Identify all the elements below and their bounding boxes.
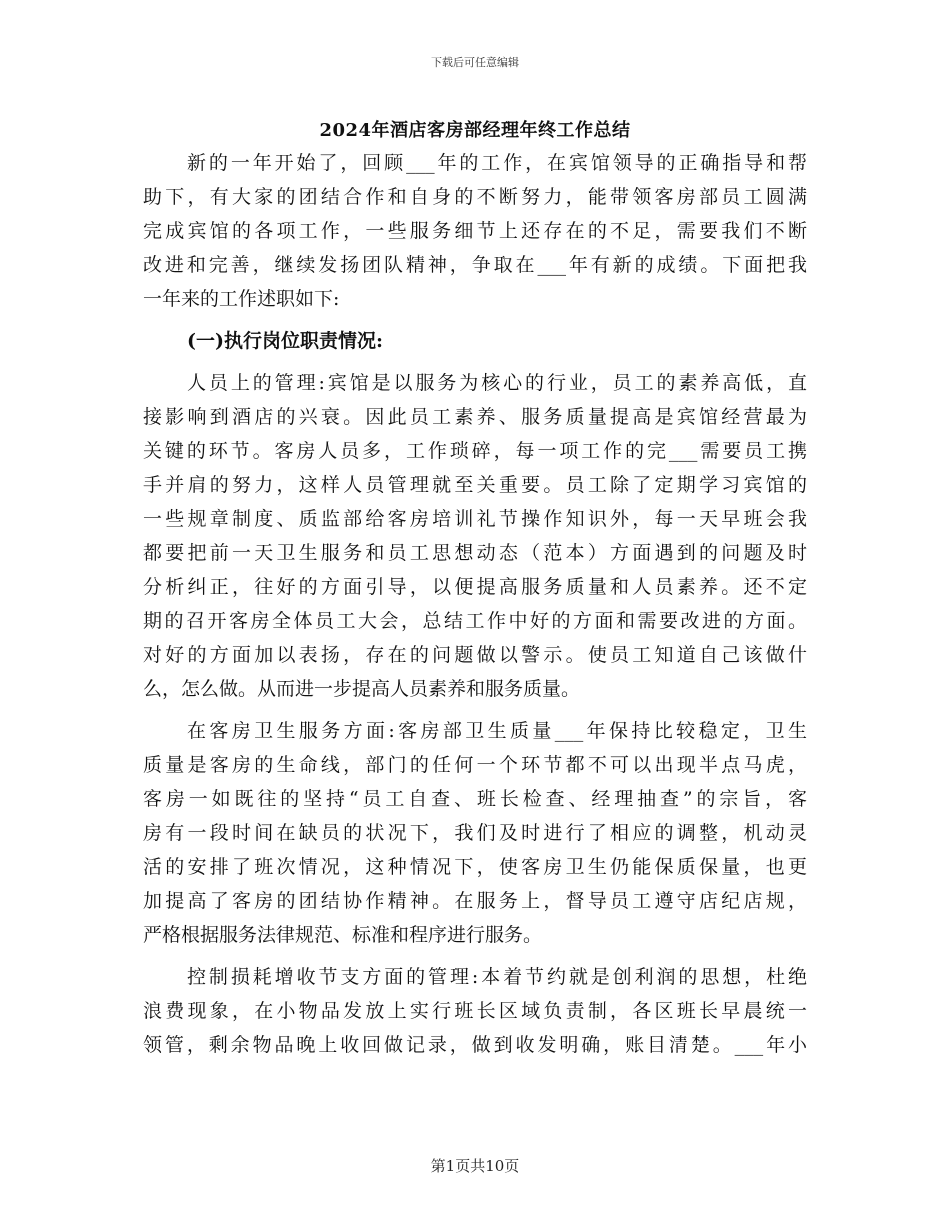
paragraph-line: 浪费现象，在小物品发放上实行班长区域负责制，各区班长早晨统一 [143, 1000, 807, 1022]
paragraph-line: 么，怎么做。从而进一步提高人员素养和服务质量。 [143, 678, 581, 700]
paragraph-line: 房有一段时间在缺员的状况下，我们及时进行了相应的调整，机动灵 [143, 822, 807, 844]
paragraph-line: 完成宾馆的各项工作，一些服务细节上还存在的不足，需要我们不断 [143, 220, 807, 242]
paragraph-line: 关键的环节。客房人员多，工作琐碎，每一项工作的完___需要员工携 [143, 440, 807, 462]
paragraph-line: 客房一如既往的坚持“员工自查、班长检查、经理抽查”的宗旨，客 [143, 788, 807, 810]
paragraph-line: 分析纠正，往好的方面引导，以便提高服务质量和人员素养。还不定 [143, 576, 807, 598]
paragraph-line: 在客房卫生服务方面:客房部卫生质量___年保持比较稳定，卫生 [187, 720, 807, 742]
paragraph-line: 一年来的工作述职如下: [143, 288, 340, 310]
paragraph-line: 接影响到酒店的兴衰。因此员工素养、服务质量提高是宾馆经营最为 [143, 406, 807, 428]
paragraph-line: 人员上的管理:宾馆是以服务为核心的行业，员工的素养高低，直 [187, 372, 807, 394]
paragraph-line: 改进和完善，继续发扬团队精神，争取在___年有新的成绩。下面把我 [143, 254, 807, 276]
paragraph-line: 助下，有大家的团结合作和自身的不断努力，能带领客房部员工圆满 [143, 186, 807, 208]
paragraph-line: 新的一年开始了，回顾___年的工作，在宾馆领导的正确指导和帮 [187, 152, 807, 174]
document-title: 2024年酒店客房部经理年终工作总结 [319, 120, 631, 141]
paragraph-line: 质量是客房的生命线，部门的任何一个环节都不可以出现半点马虎， [143, 754, 807, 776]
paragraph-line: 活的安排了班次情况，这种情况下，使客房卫生仍能保质保量，也更 [143, 856, 807, 878]
paragraph-line: 一些规章制度、质监部给客房培训礼节操作知识外，每一天早班会我 [143, 508, 807, 530]
paragraph-line: 都要把前一天卫生服务和员工思想动态（范本）方面遇到的问题及时 [143, 542, 807, 564]
paragraph-line: 手并肩的努力，这样人员管理就至关重要。员工除了定期学习宾馆的 [143, 474, 807, 496]
paragraph-line: 领管，剩余物品晚上收回做记录，做到收发明确，账目清楚。___年小 [143, 1034, 807, 1056]
paragraph-line: 对好的方面加以表扬，存在的问题做以警示。使员工知道自己该做什 [143, 644, 807, 666]
document-body [143, 146, 807, 1062]
page-number: 第1页共10页 [430, 1157, 520, 1175]
paragraph-line: 控制损耗增收节支方面的管理:本着节约就是创利润的思想，杜绝 [187, 966, 807, 988]
paragraph-line: 严格根据服务法律规范、标准和程序进行服务。 [143, 924, 543, 946]
download-note: 下载后可任意编辑 [431, 56, 519, 69]
paragraph-line: 加提高了客房的团结协作精神。在服务上，督导员工遵守店纪店规， [143, 890, 807, 912]
paragraph-line: 期的召开客房全体员工大会，总结工作中好的方面和需要改进的方面。 [143, 610, 807, 632]
section-heading: (一)执行岗位职责情况: [187, 330, 383, 352]
